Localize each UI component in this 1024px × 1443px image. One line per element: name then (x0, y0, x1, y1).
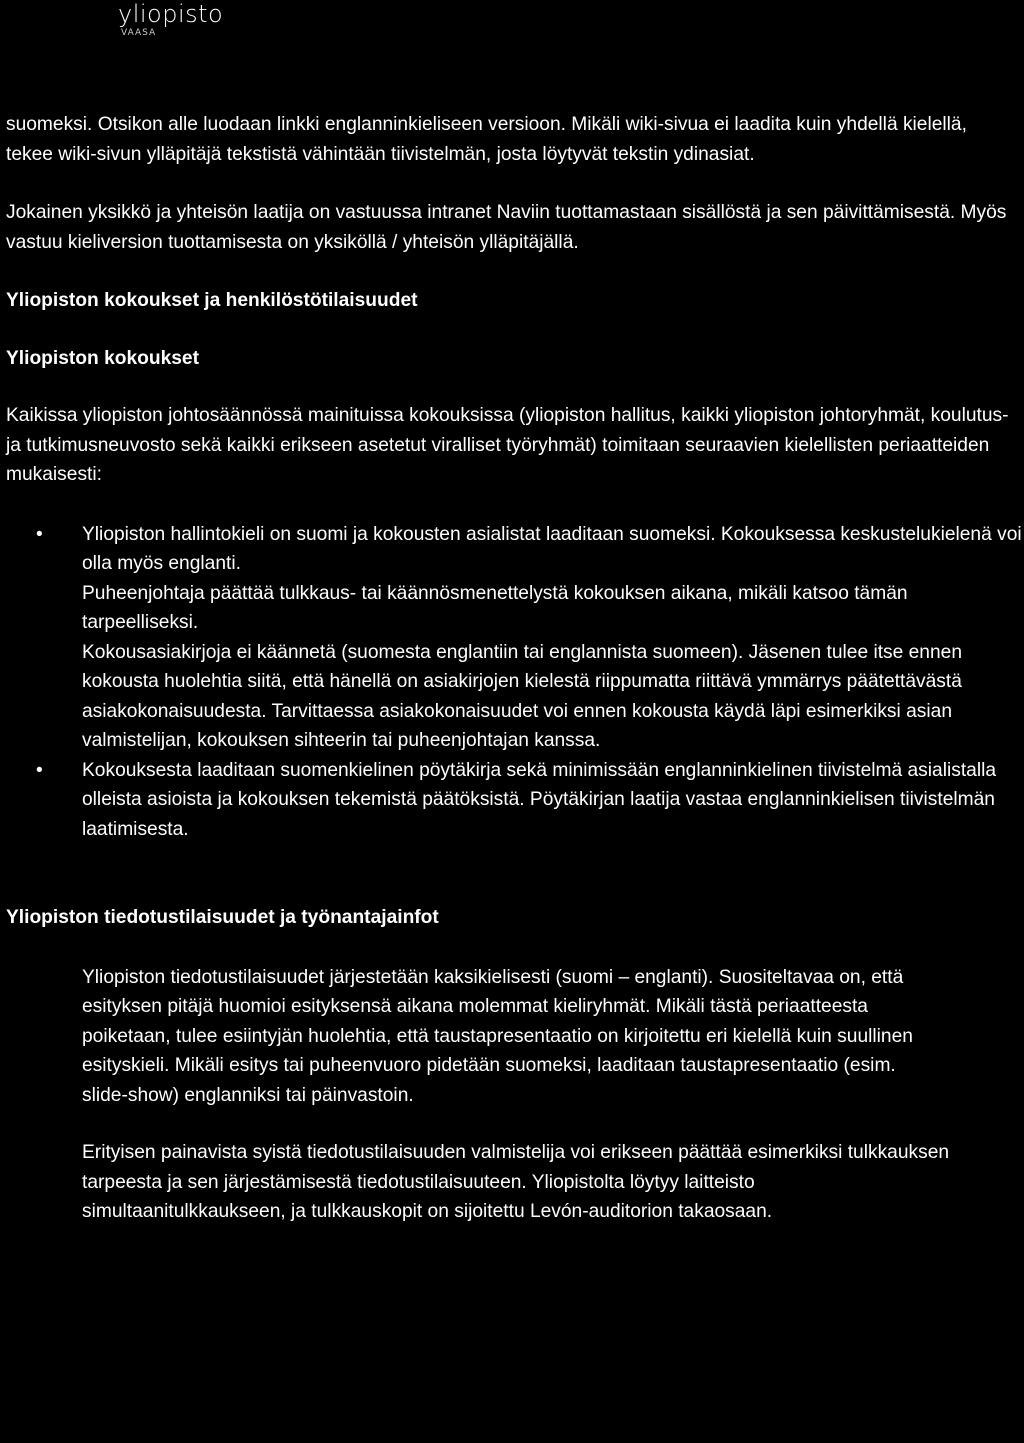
wiki-language-paragraph: suomeksi. Otsikon alle luodaan linkki englanninkieliseen versioon. Mikäli wiki-sivua ei laadita kuin yhdellä kielellä, tekee wiki-sivun ylläpitäjä tekstistä vähintään tiivistelmän, josta löytyvät tekstin ydinasiat. (6, 114, 967, 165)
subsection-heading-meetings: Yliopiston kokoukset (6, 347, 199, 369)
list-item-text: Kokouksesta laaditaan suomenkielinen pöytäkirja sekä minimissään englanninkielinen tiivistelmä asialistalla olleista asioista ja kokouksen tekemistä päätöksistä. Pöytäkirjan laatija vastaa englanninkielisen tiivistelmän laatimisesta. (82, 759, 997, 840)
logo-city: VAASA (121, 28, 157, 38)
list-item-text-chair: Puheenjohtaja päättää tulkkaus- tai käännösmenettelystä kokouksen aikana, mikäli katsoo tämän tarpeelliseksi. (82, 582, 908, 633)
bullet-marker: • (36, 523, 43, 545)
list-item-text: Yliopiston hallintokieli on suomi ja kokousten asialistat laaditaan suomeksi. Kokouksessa keskustelukielenä voi olla myös englanti. (82, 523, 1022, 574)
list-item-text-documents: Kokousasiakirjoja ei käännetä (suomesta englantiin tai englannista suomeen). Jäsenen tulee itse ennen kokousta huolehtia siitä, että hänellä on asiakirjojen kielestä riippumatta riittävä ymmärrys päätettävästä asiakokonaisuudesta. Tarvittaessa asiakokonaisuudet voi ennen kokousta käydä läpi esimerkiksi asian valmistelijan, kokouksen sihteerin tai puheenjohtajan kanssa. (82, 641, 962, 751)
bullet-marker: • (36, 759, 43, 781)
university-logo (118, 2, 223, 38)
info-sessions-paragraph: Yliopiston tiedotustilaisuudet järjestetään kaksikielisesti (suomi – englanti). Suositeltavaa on, että esityksen pitäjä huomioi esityksensä aikana molemmat kieliryhmät. Mikäli tästä periaatteesta poiketaan, tulee esiintyjän huolehtia, että taustapresentaatio on kirjoitettu eri kielellä kuin suullinen esityskieli. Mikäli esitys tai puheenvuoro pidetään suomeksi, laaditaan taustapresentaatio (esim. slide-show) englanniksi tai päinvastoin. (82, 966, 913, 1106)
logo-text: yliopisto (118, 0, 224, 28)
meetings-intro-paragraph: Kaikissa yliopiston johtosäännössä mainituissa kokouksissa (yliopiston hallitus, kaikki yliopiston johtoryhmät, koulutus- ja tutkimusneuvosto sekä kaikki erikseen asetetut viralliset työryhmät) toimitaan seuraavien kielellisten periaatteiden mukaisesti: (6, 405, 1009, 485)
responsibility-paragraph: Jokainen yksikkö ja yhteisön laatija on vastuussa intranet Naviin tuottamastaan sisällöstä ja sen päivittämisestä. Myös vastuu kieliversion tuottamisesta on yksiköllä / yhteisön ylläpitäjällä. (6, 202, 1007, 253)
meeting-principles-list (6, 520, 1022, 845)
document-body (6, 110, 1022, 1227)
interpretation-paragraph: Erityisen painavista syistä tiedotustilaisuuden valmistelija voi erikseen päättää esimerkiksi tulkkauksen tarpeesta ja sen järjestämisestä tiedotustilaisuuteen. Yliopistolta löytyy laitteisto simultaanitulkkaukseen, ja tulkkauskopit on sijoitettu Levón-auditorion takaosaan. (82, 1142, 950, 1222)
section-heading-meetings-events: Yliopiston kokoukset ja henkilöstötilaisuudet (6, 290, 418, 311)
list-item (6, 756, 1022, 845)
section-heading-info-sessions: Yliopiston tiedotustilaisuudet ja työnantajainfot (6, 907, 439, 928)
list-item (6, 520, 1022, 756)
